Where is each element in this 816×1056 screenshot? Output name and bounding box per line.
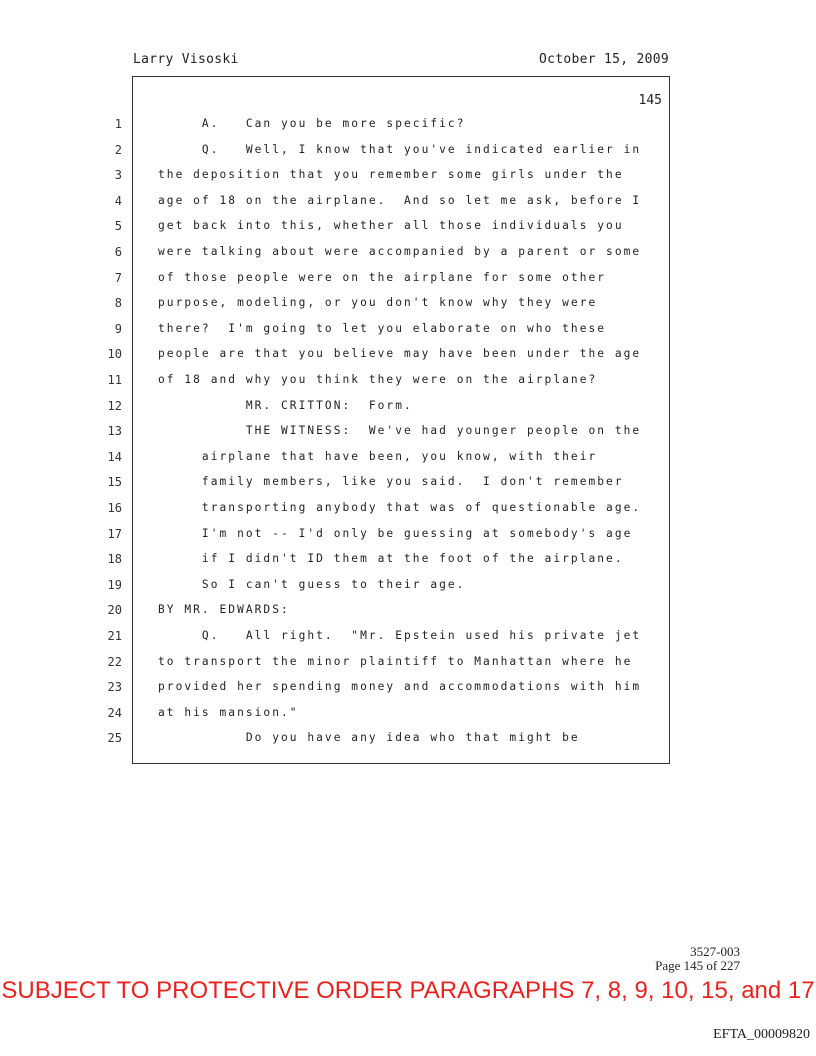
line-number: 12 (107, 398, 122, 413)
transcript-line (0, 574, 816, 599)
line-text: were talking about were accompanied by a parent or some (158, 245, 642, 258)
line-number: 6 (114, 245, 122, 259)
transcript-line (0, 343, 816, 368)
line-text: Do you have any idea who that might be (158, 731, 580, 745)
protective-order-notice: SUBJECT TO PROTECTIVE ORDER PARAGRAPHS 7, 8, 9, 10, 15, and 17 (1, 977, 815, 1004)
line-number: 8 (114, 296, 122, 311)
line-text: Q. All right. "Mr. Epstein used his private jet (158, 629, 642, 642)
transcript-line (0, 446, 816, 471)
line-text: there? I'm going to let you elaborate on who these (158, 321, 607, 335)
transcript-line (0, 267, 816, 292)
line-number: 21 (107, 629, 122, 643)
line-text: Q. Well, I know that you've indicated earlier in (158, 142, 642, 156)
transcript-line (0, 523, 816, 548)
transcript-line (0, 727, 816, 752)
transcript-line (0, 113, 816, 138)
bates-number: EFTA_00009820 (713, 1027, 810, 1042)
transcript-line (0, 497, 816, 522)
line-number: 4 (114, 193, 122, 208)
line-text: BY MR. EDWARDS: (158, 603, 290, 617)
transcript-line (0, 369, 816, 394)
deposition-date: October 15, 2009 (539, 52, 670, 67)
transcript-line (0, 676, 816, 701)
line-text: MR. CRITTON: Form. (158, 398, 413, 412)
line-number: 18 (107, 552, 122, 567)
line-text: THE WITNESS: We've had younger people on the (158, 424, 642, 438)
witness-name: Larry Visoski (133, 52, 239, 67)
transcript-line (0, 651, 816, 676)
line-number: 1 (114, 117, 122, 131)
page-of-total: Page 145 of 227 (655, 958, 740, 973)
transcript-line (0, 139, 816, 164)
line-text: airplane that have been, you know, with their (158, 449, 598, 463)
transcript-line (0, 190, 816, 215)
line-text: if I didn't ID them at the foot of the airplane. (158, 552, 624, 566)
transcript-line (0, 625, 816, 650)
transcript-line (0, 702, 816, 727)
line-text: So I can't guess to their age. (158, 577, 466, 591)
line-number: 19 (107, 577, 122, 592)
transcript-line (0, 241, 816, 266)
document-code: 3527-003 (690, 944, 740, 959)
line-text: of 18 and why you think they were on the airplane? (158, 373, 598, 386)
line-text: of those people were on the airplane for some other (158, 270, 607, 284)
line-number: 24 (107, 705, 122, 720)
transcript-line (0, 215, 816, 240)
transcript-line (0, 164, 816, 189)
line-number: 11 (107, 373, 122, 387)
line-number: 15 (107, 475, 122, 490)
line-text: to transport the minor plaintiff to Manhattan where he (158, 654, 633, 668)
line-number: 3 (114, 168, 122, 183)
line-number: 20 (107, 603, 122, 618)
line-text: transporting anybody that was of questionable age. (158, 501, 642, 514)
line-number: 22 (107, 654, 122, 669)
line-number: 23 (107, 680, 122, 695)
line-text: the deposition that you remember some girls under the (158, 168, 624, 182)
line-number: 16 (107, 501, 122, 515)
transcript-line (0, 599, 816, 624)
line-text: get back into this, whether all those individuals you (158, 219, 624, 233)
line-number: 25 (107, 731, 122, 746)
line-number: 10 (107, 347, 122, 362)
line-text: I'm not -- I'd only be guessing at somebody's age (158, 526, 633, 540)
transcript-line (0, 292, 816, 317)
line-number: 9 (114, 321, 122, 336)
line-number: 14 (107, 449, 122, 464)
transcript-line (0, 548, 816, 573)
transcript-line (0, 420, 816, 445)
line-number: 13 (107, 424, 122, 439)
transcript-line (0, 471, 816, 496)
line-text: age of 18 on the airplane. And so let me ask, before I (158, 193, 642, 207)
line-text: A. Can you be more specific? (158, 117, 466, 130)
line-text: people are that you believe may have been under the age (158, 347, 642, 361)
line-number: 17 (107, 526, 122, 541)
line-text: at his mansion." (158, 705, 299, 719)
line-number: 7 (114, 270, 122, 285)
line-text: purpose, modeling, or you don't know why they were (158, 296, 598, 310)
transcript-line (0, 318, 816, 343)
line-text: provided her spending money and accommodations with him (158, 680, 642, 694)
line-number: 2 (114, 142, 122, 157)
line-number: 5 (114, 219, 122, 234)
line-text: family members, like you said. I don't remember (158, 475, 624, 489)
transcript-page-number: 145 (638, 93, 662, 108)
transcript-line (0, 395, 816, 420)
